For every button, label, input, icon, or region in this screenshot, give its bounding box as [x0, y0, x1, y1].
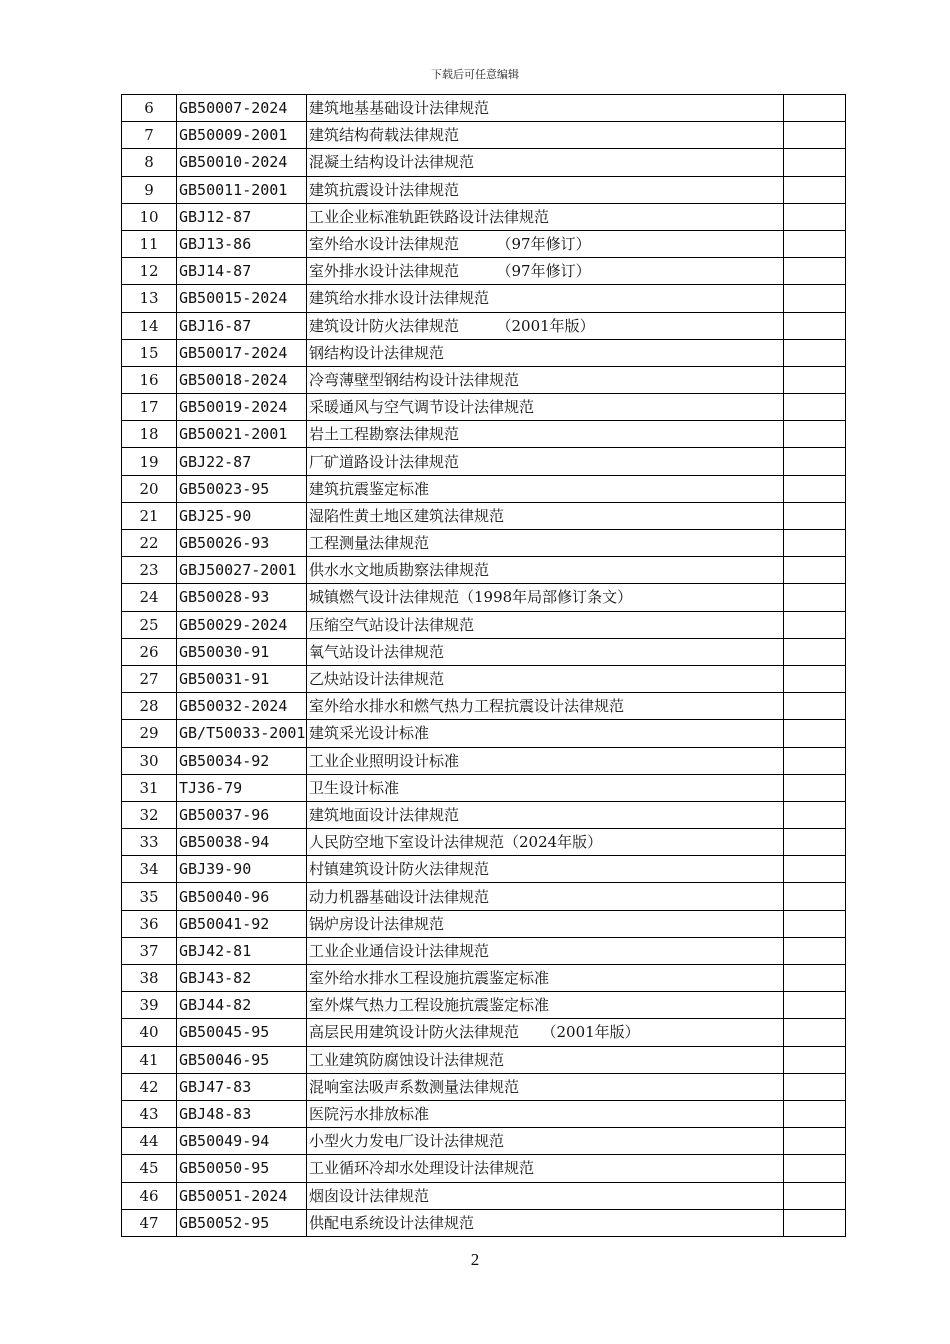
standard-name-cell: 湿陷性黄土地区建筑法律规范	[307, 502, 784, 529]
standard-name-cell: 医院污水排放标准	[307, 1100, 784, 1127]
row-number-cell: 43	[122, 1100, 177, 1127]
table-row	[122, 584, 846, 611]
standard-name-cell: 高层民用建筑设计防火法律规范 （2001年版）	[307, 1019, 784, 1046]
row-number-cell: 41	[122, 1046, 177, 1073]
standard-name-cell: 工业建筑防腐蚀设计法律规范	[307, 1046, 784, 1073]
row-number-cell: 27	[122, 665, 177, 692]
standard-code-cell: GB50030-91	[177, 638, 307, 665]
row-number-cell: 10	[122, 203, 177, 230]
table-row	[122, 638, 846, 665]
standard-code-cell: GB50019-2024	[177, 394, 307, 421]
standard-code-cell: GBJ16-87	[177, 312, 307, 339]
standard-code-cell: GBJ47-83	[177, 1073, 307, 1100]
standard-code-cell: GB50052-95	[177, 1209, 307, 1236]
row-number-cell: 20	[122, 475, 177, 502]
table-row	[122, 421, 846, 448]
remarks-cell	[784, 448, 846, 475]
standard-name-cell: 岩土工程勘察法律规范	[307, 421, 784, 448]
standard-code-cell: GB50032-2024	[177, 693, 307, 720]
page-number: 2	[470, 1250, 480, 1269]
table-row	[122, 665, 846, 692]
standard-name-cell: 混响室法吸声系数测量法律规范	[307, 1073, 784, 1100]
table-row	[122, 394, 846, 421]
standard-name-cell: 建筑给水排水设计法律规范	[307, 285, 784, 312]
standard-name-cell: 工业循环冷却水处理设计法律规范	[307, 1155, 784, 1182]
table-row	[122, 95, 846, 122]
standard-code-cell: GB50046-95	[177, 1046, 307, 1073]
standard-code-cell: GB50041-92	[177, 910, 307, 937]
row-number-cell: 25	[122, 611, 177, 638]
standard-code-cell: GBJ50027-2001	[177, 557, 307, 584]
table-row	[122, 965, 846, 992]
row-number-cell: 34	[122, 856, 177, 883]
standard-name-cell: 锅炉房设计法律规范	[307, 910, 784, 937]
standard-code-cell: GB50045-95	[177, 1019, 307, 1046]
table-row	[122, 366, 846, 393]
remarks-cell	[784, 1019, 846, 1046]
standard-name-cell: 供水水文地质勘察法律规范	[307, 557, 784, 584]
remarks-cell	[784, 774, 846, 801]
row-number-cell: 13	[122, 285, 177, 312]
row-number-cell: 29	[122, 720, 177, 747]
standard-code-cell: GB50034-92	[177, 747, 307, 774]
standard-code-cell: GBJ14-87	[177, 258, 307, 285]
standard-code-cell: GB50049-94	[177, 1128, 307, 1155]
remarks-cell	[784, 937, 846, 964]
remarks-cell	[784, 1046, 846, 1073]
standard-name-cell: 建筑设计防火法律规范 （2001年版）	[307, 312, 784, 339]
remarks-cell	[784, 557, 846, 584]
row-number-cell: 31	[122, 774, 177, 801]
table-row	[122, 475, 846, 502]
row-number-cell: 21	[122, 502, 177, 529]
standard-name-cell: 氧气站设计法律规范	[307, 638, 784, 665]
row-number-cell: 35	[122, 883, 177, 910]
remarks-cell	[784, 530, 846, 557]
row-number-cell: 7	[122, 122, 177, 149]
table-row	[122, 530, 846, 557]
remarks-cell	[784, 584, 846, 611]
row-number-cell: 17	[122, 394, 177, 421]
standard-code-cell: GB50009-2001	[177, 122, 307, 149]
standard-name-cell: 工程测量法律规范	[307, 530, 784, 557]
standard-code-cell: GB50038-94	[177, 829, 307, 856]
standard-name-cell: 建筑采光设计标准	[307, 720, 784, 747]
remarks-cell	[784, 1073, 846, 1100]
remarks-cell	[784, 856, 846, 883]
standard-code-cell: GB50015-2024	[177, 285, 307, 312]
row-number-cell: 24	[122, 584, 177, 611]
remarks-cell	[784, 1128, 846, 1155]
standard-code-cell: GB50037-96	[177, 801, 307, 828]
remarks-cell	[784, 502, 846, 529]
standard-name-cell: 建筑地基基础设计法律规范	[307, 95, 784, 122]
standard-code-cell: GB50029-2024	[177, 611, 307, 638]
standard-name-cell: 冷弯薄壁型钢结构设计法律规范	[307, 366, 784, 393]
remarks-cell	[784, 965, 846, 992]
standard-code-cell: TJ36-79	[177, 774, 307, 801]
row-number-cell: 28	[122, 693, 177, 720]
row-number-cell: 37	[122, 937, 177, 964]
remarks-cell	[784, 312, 846, 339]
row-number-cell: 38	[122, 965, 177, 992]
table-row	[122, 856, 846, 883]
standard-name-cell: 钢结构设计法律规范	[307, 339, 784, 366]
remarks-cell	[784, 910, 846, 937]
table-row	[122, 557, 846, 584]
standard-code-cell: GB50051-2024	[177, 1182, 307, 1209]
standard-name-cell: 室外排水设计法律规范 （97年修订）	[307, 258, 784, 285]
table-row	[122, 122, 846, 149]
standard-code-cell: GBJ39-90	[177, 856, 307, 883]
page-header: 下载后可任意编辑	[431, 68, 519, 81]
table-row	[122, 1100, 846, 1127]
remarks-cell	[784, 122, 846, 149]
standard-code-cell: GB/T50033-2001	[177, 720, 307, 747]
standard-name-cell: 厂矿道路设计法律规范	[307, 448, 784, 475]
remarks-cell	[784, 285, 846, 312]
row-number-cell: 14	[122, 312, 177, 339]
table-row	[122, 611, 846, 638]
table-row	[122, 1019, 846, 1046]
standard-name-cell: 乙炔站设计法律规范	[307, 665, 784, 692]
table-row	[122, 258, 846, 285]
standard-name-cell: 烟囱设计法律规范	[307, 1182, 784, 1209]
standard-code-cell: GB50023-95	[177, 475, 307, 502]
row-number-cell: 32	[122, 801, 177, 828]
table-row	[122, 448, 846, 475]
standard-name-cell: 村镇建筑设计防火法律规范	[307, 856, 784, 883]
row-number-cell: 45	[122, 1155, 177, 1182]
remarks-cell	[784, 1155, 846, 1182]
standard-name-cell: 室外给水设计法律规范 （97年修订）	[307, 230, 784, 257]
row-number-cell: 22	[122, 530, 177, 557]
standard-name-cell: 工业企业标准轨距铁路设计法律规范	[307, 203, 784, 230]
row-number-cell: 33	[122, 829, 177, 856]
row-number-cell: 12	[122, 258, 177, 285]
table-row	[122, 203, 846, 230]
row-number-cell: 16	[122, 366, 177, 393]
standard-name-cell: 压缩空气站设计法律规范	[307, 611, 784, 638]
standard-code-cell: GBJ22-87	[177, 448, 307, 475]
remarks-cell	[784, 665, 846, 692]
remarks-cell	[784, 1209, 846, 1236]
remarks-cell	[784, 747, 846, 774]
table-row	[122, 720, 846, 747]
standards-table-body	[122, 95, 846, 1237]
standard-code-cell: GB50050-95	[177, 1155, 307, 1182]
table-row	[122, 693, 846, 720]
standard-code-cell: GBJ42-81	[177, 937, 307, 964]
table-row	[122, 176, 846, 203]
table-row	[122, 829, 846, 856]
remarks-cell	[784, 1100, 846, 1127]
remarks-cell	[784, 720, 846, 747]
remarks-cell	[784, 421, 846, 448]
row-number-cell: 42	[122, 1073, 177, 1100]
table-row	[122, 937, 846, 964]
row-number-cell: 26	[122, 638, 177, 665]
table-row	[122, 883, 846, 910]
standard-code-cell: GBJ48-83	[177, 1100, 307, 1127]
table-row	[122, 1128, 846, 1155]
standard-name-cell: 建筑结构荷载法律规范	[307, 122, 784, 149]
remarks-cell	[784, 258, 846, 285]
standard-name-cell: 室外给水排水和燃气热力工程抗震设计法律规范	[307, 693, 784, 720]
table-row	[122, 312, 846, 339]
remarks-cell	[784, 203, 846, 230]
remarks-cell	[784, 638, 846, 665]
row-number-cell: 23	[122, 557, 177, 584]
table-row	[122, 1209, 846, 1236]
table-row	[122, 285, 846, 312]
remarks-cell	[784, 883, 846, 910]
table-row	[122, 230, 846, 257]
row-number-cell: 8	[122, 149, 177, 176]
remarks-cell	[784, 394, 846, 421]
row-number-cell: 15	[122, 339, 177, 366]
standard-name-cell: 动力机器基础设计法律规范	[307, 883, 784, 910]
standard-code-cell: GB50040-96	[177, 883, 307, 910]
standard-code-cell: GB50007-2024	[177, 95, 307, 122]
row-number-cell: 39	[122, 992, 177, 1019]
remarks-cell	[784, 693, 846, 720]
row-number-cell: 36	[122, 910, 177, 937]
table-row	[122, 747, 846, 774]
standard-name-cell: 工业企业照明设计标准	[307, 747, 784, 774]
standard-code-cell: GBJ13-86	[177, 230, 307, 257]
standard-name-cell: 混凝土结构设计法律规范	[307, 149, 784, 176]
remarks-cell	[784, 95, 846, 122]
table-row	[122, 1155, 846, 1182]
remarks-cell	[784, 611, 846, 638]
table-row	[122, 502, 846, 529]
standard-code-cell: GB50011-2001	[177, 176, 307, 203]
row-number-cell: 47	[122, 1209, 177, 1236]
row-number-cell: 9	[122, 176, 177, 203]
remarks-cell	[784, 475, 846, 502]
row-number-cell: 11	[122, 230, 177, 257]
standard-code-cell: GBJ43-82	[177, 965, 307, 992]
standard-name-cell: 建筑地面设计法律规范	[307, 801, 784, 828]
remarks-cell	[784, 829, 846, 856]
remarks-cell	[784, 149, 846, 176]
standard-name-cell: 室外煤气热力工程设施抗震鉴定标准	[307, 992, 784, 1019]
standard-code-cell: GB50017-2024	[177, 339, 307, 366]
table-row	[122, 1182, 846, 1209]
table-row	[122, 339, 846, 366]
row-number-cell: 19	[122, 448, 177, 475]
standard-name-cell: 人民防空地下室设计法律规范（2024年版）	[307, 829, 784, 856]
row-number-cell: 6	[122, 95, 177, 122]
table-row	[122, 149, 846, 176]
remarks-cell	[784, 339, 846, 366]
standard-code-cell: GB50026-93	[177, 530, 307, 557]
standard-name-cell: 城镇燃气设计法律规范（1998年局部修订条文）	[307, 584, 784, 611]
table-row	[122, 992, 846, 1019]
row-number-cell: 44	[122, 1128, 177, 1155]
row-number-cell: 18	[122, 421, 177, 448]
standard-name-cell: 室外给水排水工程设施抗震鉴定标准	[307, 965, 784, 992]
standard-name-cell: 小型火力发电厂设计法律规范	[307, 1128, 784, 1155]
row-number-cell: 30	[122, 747, 177, 774]
row-number-cell: 40	[122, 1019, 177, 1046]
remarks-cell	[784, 801, 846, 828]
remarks-cell	[784, 1182, 846, 1209]
row-number-cell: 46	[122, 1182, 177, 1209]
table-row	[122, 1073, 846, 1100]
standard-code-cell: GBJ12-87	[177, 203, 307, 230]
remarks-cell	[784, 366, 846, 393]
table-row	[122, 801, 846, 828]
standard-code-cell: GB50028-93	[177, 584, 307, 611]
standard-name-cell: 建筑抗震设计法律规范	[307, 176, 784, 203]
standard-code-cell: GB50010-2024	[177, 149, 307, 176]
table-row	[122, 910, 846, 937]
standard-code-cell: GBJ25-90	[177, 502, 307, 529]
standard-name-cell: 工业企业通信设计法律规范	[307, 937, 784, 964]
table-row	[122, 774, 846, 801]
standard-code-cell: GB50031-91	[177, 665, 307, 692]
standard-code-cell: GBJ44-82	[177, 992, 307, 1019]
standards-table	[121, 94, 846, 1237]
standard-code-cell: GB50018-2024	[177, 366, 307, 393]
standard-name-cell: 采暖通风与空气调节设计法律规范	[307, 394, 784, 421]
standard-name-cell: 卫生设计标准	[307, 774, 784, 801]
remarks-cell	[784, 176, 846, 203]
standard-name-cell: 建筑抗震鉴定标准	[307, 475, 784, 502]
standard-name-cell: 供配电系统设计法律规范	[307, 1209, 784, 1236]
standard-code-cell: GB50021-2001	[177, 421, 307, 448]
remarks-cell	[784, 230, 846, 257]
table-row	[122, 1046, 846, 1073]
remarks-cell	[784, 992, 846, 1019]
